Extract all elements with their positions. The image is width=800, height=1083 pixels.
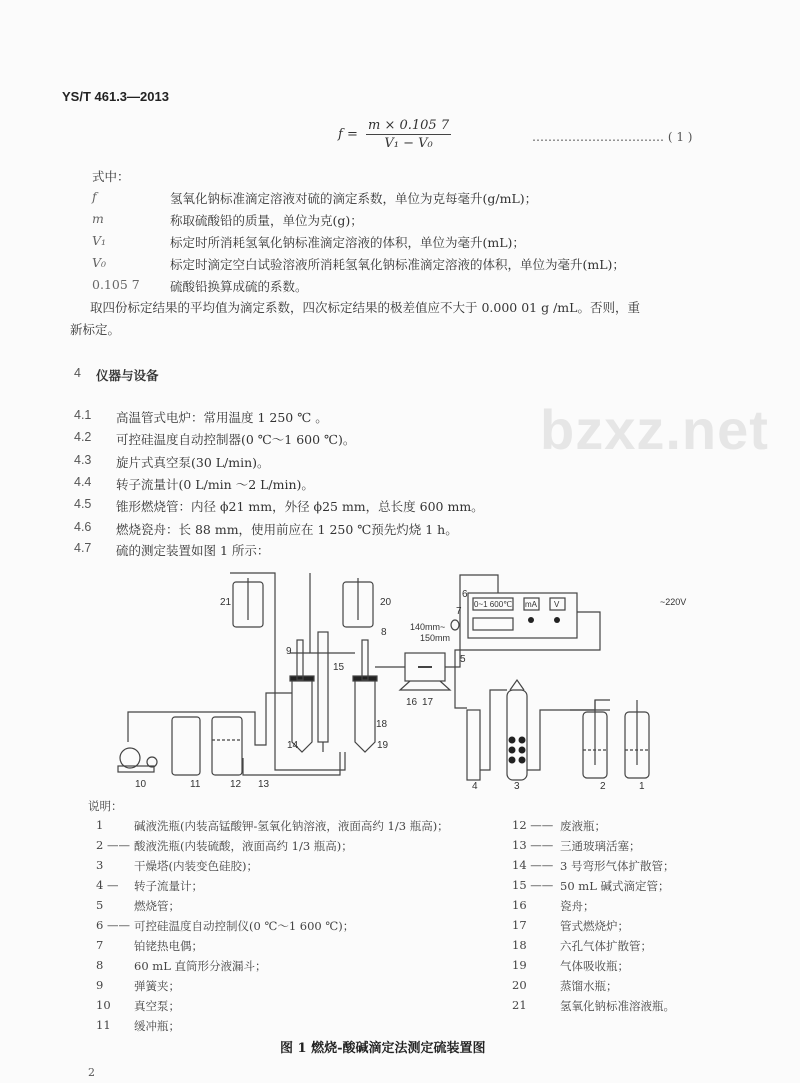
- def-text: 标定时滴定空白试验溶液所消耗氢氧化钠标准滴定溶液的体积，单位为毫升(mL)；: [170, 257, 625, 272]
- watermark-text: bzxz.net: [540, 398, 769, 461]
- legend-number: 5: [96, 898, 104, 912]
- where-label: 式中：: [92, 169, 130, 184]
- legend-text: 可控硅温度自动控制仪(0 ℃～1 600 ℃)；: [134, 919, 355, 933]
- absorber-19: [355, 680, 375, 752]
- drying-tower-3: [507, 690, 527, 780]
- flowmeter-4: [467, 710, 480, 780]
- legend-text: 铂铑热电偶；: [134, 939, 203, 953]
- def-text: 标定时所消耗氢氧化钠标准滴定溶液的体积，单位为毫升(mL)；: [170, 235, 525, 250]
- formula: [338, 118, 451, 151]
- meter-v: V: [554, 600, 560, 609]
- legend-text: 蒸馏水瓶；: [560, 979, 618, 993]
- label-18: 18: [376, 719, 388, 730]
- label-19: 19: [377, 740, 389, 751]
- legend-text: 三通玻璃活塞；: [560, 839, 641, 853]
- label-15: 15: [333, 662, 345, 673]
- legend-text: 瓷舟；: [560, 899, 595, 913]
- def-symbol: 0.105 7: [92, 277, 140, 292]
- label-7: 7: [456, 606, 462, 617]
- label-14: 14: [287, 740, 299, 751]
- item-text: 高温管式电炉：常用温度 1 250 ℃ 。: [116, 410, 328, 425]
- legend-number: 19: [512, 958, 527, 972]
- legend-number: 7: [96, 938, 104, 952]
- power-label: ~220V: [660, 597, 687, 607]
- legend-number: 21: [512, 998, 527, 1012]
- def-symbol: V₀: [92, 255, 107, 270]
- legend-number: 16: [512, 898, 527, 912]
- bottle-11: [172, 717, 200, 775]
- legend-number: 14 ——: [512, 858, 554, 872]
- legend-number: 1: [96, 818, 104, 832]
- apparatus-diagram: [110, 565, 700, 795]
- label-17: 17: [422, 697, 434, 708]
- distance-label: 140mm~: [410, 622, 446, 632]
- legend-text: 50 mL 碱式滴定管；: [560, 879, 670, 893]
- equation-label: ( 1 ): [667, 130, 693, 144]
- label-3: 3: [514, 781, 520, 792]
- legend-number: 6 ——: [96, 918, 130, 932]
- legend-number: 13 ——: [512, 838, 554, 852]
- page-number: 2: [88, 1066, 95, 1079]
- legend-text: 氢氧化钠标准溶液瓶。: [560, 999, 675, 1013]
- controller-display: 0~1 600℃: [474, 600, 513, 609]
- watermark: [540, 400, 769, 460]
- figure-caption: 图 1 燃烧-酸碱滴定法测定硫装置图: [280, 1041, 486, 1056]
- formula-numerator: m × 0.105 7: [367, 118, 450, 133]
- legend-text: 六孔气体扩散管；: [560, 939, 652, 953]
- legend-text: 60 mL 直筒形分液漏斗；: [134, 959, 267, 973]
- item-number: 4.7: [74, 541, 92, 555]
- def-text: 氢氧化钠标准滴定溶液对硫的滴定系数，单位为克每毫升(g/mL)；: [170, 191, 538, 206]
- item-number: 4.3: [74, 453, 92, 467]
- legend-text: 干燥塔(内装变色硅胶)；: [134, 859, 258, 873]
- label-4: 4: [472, 781, 478, 792]
- label-9: 9: [286, 646, 292, 657]
- label-5: 5: [460, 654, 466, 665]
- label-21: 21: [220, 597, 232, 608]
- legend-text: 管式燃烧炉；: [560, 919, 629, 933]
- legend-text: 酸液洗瓶(内装硫酸，液面高约 1/3 瓶高)；: [134, 839, 353, 853]
- item-number: 4.4: [74, 475, 92, 489]
- item-number: 4.5: [74, 497, 92, 511]
- legend-number: 4 —: [96, 878, 119, 892]
- label-6: 6: [462, 589, 468, 600]
- paragraph-line: 取四份标定结果的平均值为滴定系数，四次标定结果的极差值应不大于 0.000 01 g /mL。否则，重: [90, 300, 640, 315]
- item-text: 可控硅温度自动控制器(0 ℃～1 600 ℃)。: [116, 432, 356, 447]
- legend-text: 弹簧夹；: [134, 979, 180, 993]
- legend-text: 燃烧管；: [134, 899, 180, 913]
- legend-number: 18: [512, 938, 527, 952]
- formula-lhs: f =: [338, 127, 358, 142]
- legend-number: 10: [96, 998, 111, 1012]
- burette-15: [318, 632, 328, 742]
- label-2: 2: [600, 781, 606, 792]
- def-symbol: f: [92, 189, 97, 204]
- item-number: 4.1: [74, 408, 92, 422]
- legend-text: 缓冲瓶；: [134, 1019, 180, 1033]
- legend-number: 12 ——: [512, 818, 554, 832]
- legend-text: 碱液洗瓶(内装高锰酸钾-氢氧化钠溶液，液面高约 1/3 瓶高)；: [134, 819, 449, 833]
- label-8: 8: [381, 627, 387, 638]
- formula-denominator: V₁ − V₀: [384, 136, 433, 151]
- section-title: 仪器与设备: [96, 368, 159, 383]
- legend-text: 转子流量计；: [134, 879, 203, 893]
- legend-number: 9: [96, 978, 104, 992]
- item-text: 转子流量计(0 L/min ～2 L/min)。: [116, 477, 314, 492]
- label-1: 1: [639, 781, 645, 792]
- label-11: 11: [190, 779, 201, 790]
- distance-label: 150mm: [420, 633, 451, 643]
- legend-number: 3: [96, 858, 104, 872]
- def-text: 称取硫酸铅的质量，单位为克(g)；: [170, 213, 363, 228]
- formula-fraction: [366, 118, 451, 151]
- legend-number: 11: [96, 1018, 111, 1032]
- legend-number: 8: [96, 958, 104, 972]
- legend-number: 15 ——: [512, 878, 554, 892]
- item-text: 旋片式真空泵(30 L/min)。: [116, 455, 270, 470]
- item-text: 燃烧瓷舟：长 88 mm，使用前应在 1 250 ℃预先灼烧 1 h。: [116, 522, 458, 537]
- label-13: 13: [258, 779, 270, 790]
- legend-text: 真空泵；: [134, 999, 180, 1013]
- label-12: 12: [230, 779, 242, 790]
- item-number: 4.2: [74, 430, 92, 444]
- document-code: YS/T 461.3—2013: [62, 89, 169, 104]
- paragraph-line: 新标定。: [70, 322, 121, 337]
- def-symbol: m: [92, 211, 104, 226]
- label-20: 20: [380, 597, 392, 608]
- legend-number: 2 ——: [96, 838, 130, 852]
- bottle-12: [212, 717, 242, 775]
- item-text: 锥形燃烧管：内径 ϕ21 mm，外径 ϕ25 mm，总长度 600 mm。: [116, 499, 484, 514]
- equation-number: [532, 130, 692, 144]
- legend-text: 气体吸收瓶；: [560, 959, 629, 973]
- def-text: 硫酸铅换算成硫的系数。: [170, 279, 308, 294]
- item-text: 硫的测定装置如图 1 所示：: [116, 543, 270, 558]
- item-number: 4.6: [74, 520, 92, 534]
- def-symbol: V₁: [92, 233, 107, 248]
- section-number: 4: [74, 366, 81, 380]
- legend-number: 17: [512, 918, 527, 932]
- meter-ma: mA: [525, 600, 537, 609]
- leader-dots: ……………………………: [532, 130, 664, 144]
- legend-title: 说明：: [88, 799, 123, 813]
- label-16: 16: [406, 697, 418, 708]
- vacuum-pump-10: [120, 748, 140, 768]
- label-10: 10: [135, 779, 147, 790]
- legend-text: 废液瓶；: [560, 819, 606, 833]
- legend-text: 3 号弯形气体扩散管；: [560, 859, 675, 873]
- legend-number: 20: [512, 978, 527, 992]
